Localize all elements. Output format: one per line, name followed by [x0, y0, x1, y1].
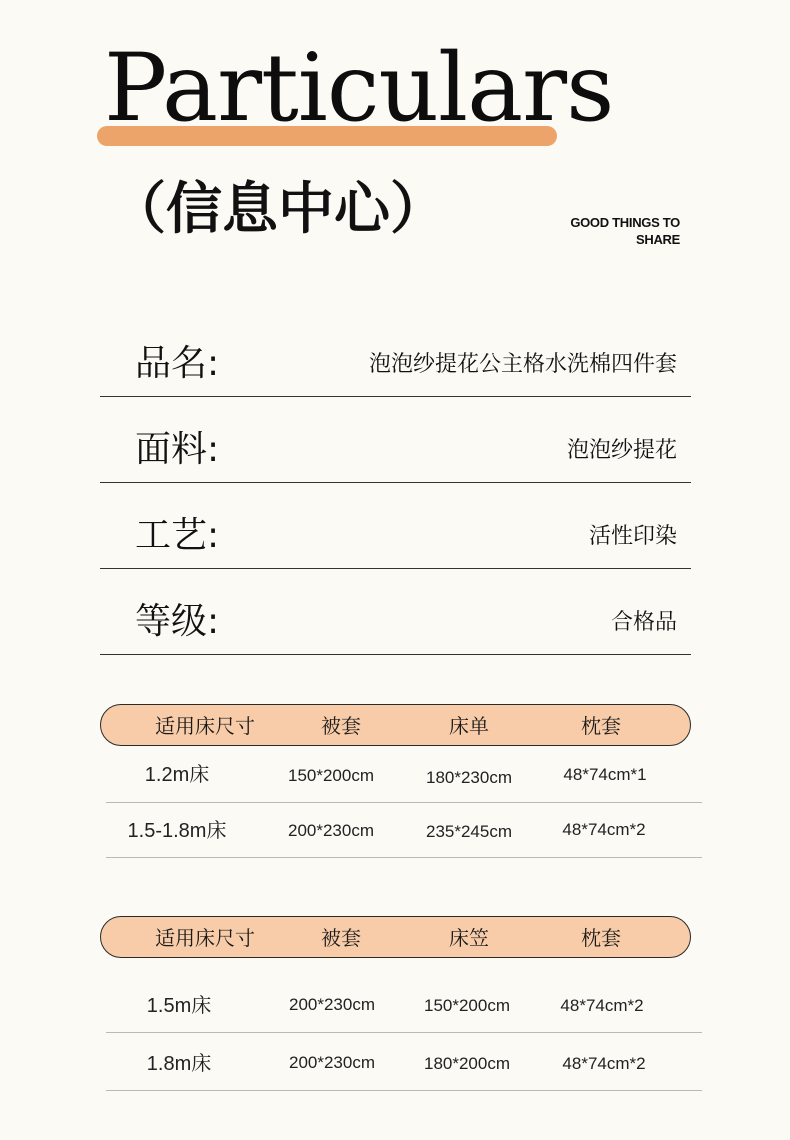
table-cell: 1.5m床	[146, 995, 212, 1017]
table-row	[106, 802, 702, 858]
table-header-cell: 被套	[321, 714, 361, 738]
table-cell: 1.2m床	[144, 764, 210, 786]
table-cell: 180*230cm	[425, 768, 513, 787]
table-row	[106, 1032, 702, 1091]
table-cell: 150*200cm	[287, 766, 375, 785]
info-row-craft	[100, 482, 691, 569]
table-cell: 200*230cm	[288, 995, 376, 1014]
info-value: 活性印染	[588, 524, 677, 549]
table-header-cell: 适用床尺寸	[155, 714, 255, 738]
info-label: 面料:	[135, 429, 220, 470]
info-value: 泡泡纱提花	[566, 438, 677, 463]
table-cell: 235*245cm	[425, 822, 513, 841]
table-cell: 48*74cm*2	[560, 996, 644, 1015]
table-header-cell: 适用床尺寸	[155, 926, 255, 950]
table-header-cell: 枕套	[581, 926, 621, 950]
table-header-cell: 床笠	[449, 926, 489, 950]
info-label: 等级:	[135, 601, 220, 642]
page-title: Particulars	[104, 34, 614, 143]
table-cell: 200*230cm	[288, 1053, 376, 1072]
table-cell: 180*200cm	[423, 1054, 511, 1073]
size-table-2-header	[100, 916, 691, 958]
info-value: 泡泡纱提花公主格水洗棉四件套	[368, 352, 677, 377]
table-header-cell: 枕套	[581, 714, 621, 738]
table-cell: 48*74cm*2	[562, 820, 646, 839]
table-cell: 1.5-1.8m床	[127, 820, 227, 842]
table-cell: 48*74cm*1	[563, 765, 647, 784]
info-row-grade	[100, 568, 691, 655]
info-value: 合格品	[610, 610, 677, 635]
table-header-cell: 被套	[321, 926, 361, 950]
table-row	[106, 974, 702, 1033]
tagline	[570, 214, 680, 248]
size-table-1-header	[100, 704, 691, 746]
table-row	[106, 748, 702, 803]
info-row-fabric	[100, 396, 691, 483]
table-header-cell: 床单	[449, 714, 489, 738]
page-subtitle: （信息中心）	[110, 177, 446, 242]
info-label: 品名:	[135, 343, 220, 384]
table-cell: 1.8m床	[146, 1053, 212, 1075]
tagline-line-1: GOOD THINGS TO	[570, 215, 680, 230]
table-cell: 48*74cm*2	[562, 1054, 646, 1073]
tagline-line-2: SHARE	[635, 232, 680, 247]
info-row-name	[100, 310, 691, 397]
table-cell: 200*230cm	[287, 821, 375, 840]
table-cell: 150*200cm	[423, 996, 511, 1015]
info-label: 工艺:	[135, 515, 220, 556]
